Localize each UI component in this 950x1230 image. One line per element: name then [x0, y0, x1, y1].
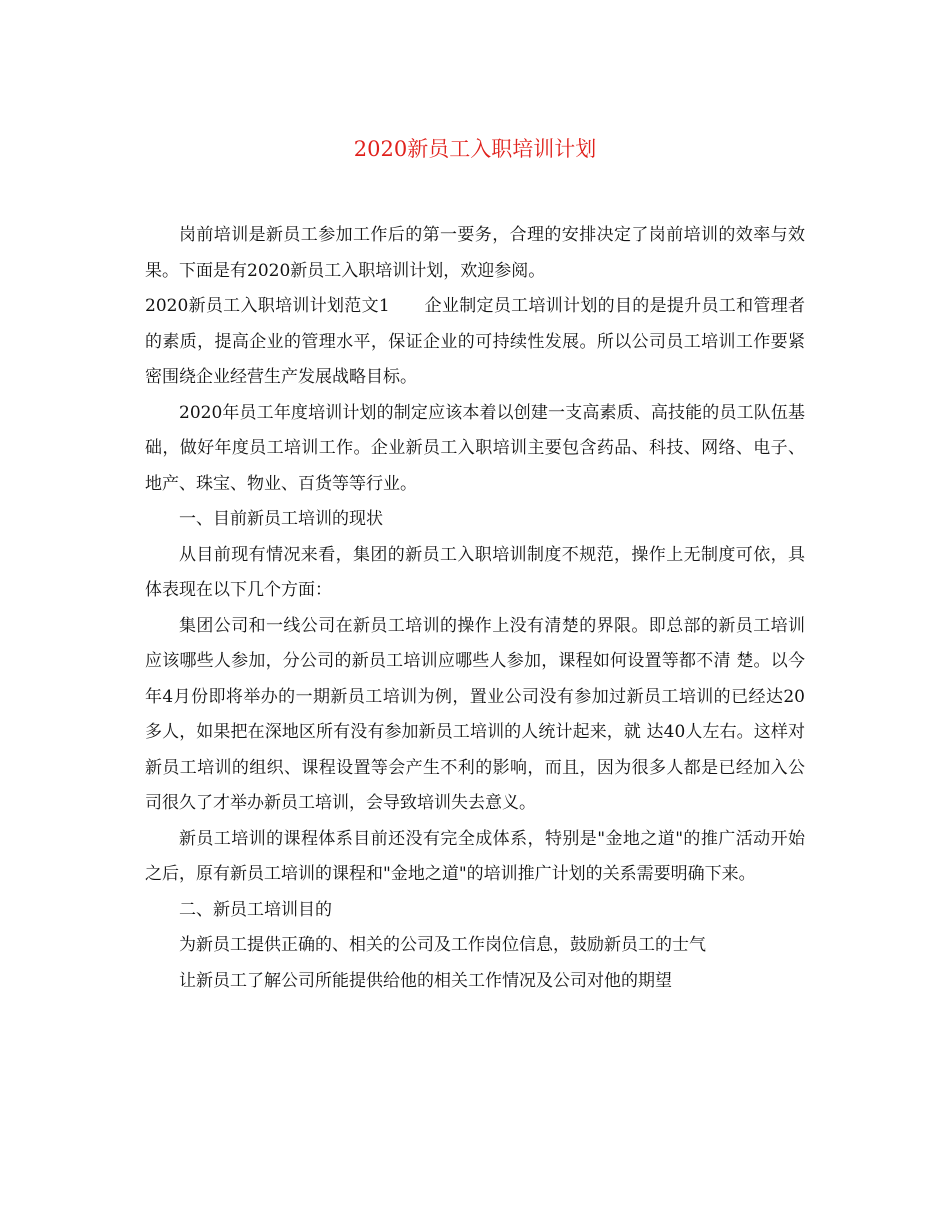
paragraph: 岗前培训是新员工参加工作后的第一要务，合理的安排决定了岗前培训的效率与效果。下面是有2020新员工入职培训计划，欢迎参阅。: [145, 225, 805, 281]
paragraph: 二、新员工培训目的: [179, 899, 332, 920]
paragraph: 从目前现有情况来看，集团的新员工入职培训制度不规范，操作上无制度可依，具体表现在以下几个方面：: [145, 544, 805, 600]
document-body: [145, 218, 805, 999]
paragraph: 让新员工了解公司所能提供给他的相关工作情况及公司对他的期望: [179, 970, 672, 991]
paragraph: 2020年员工年度培训计划的制定应该本着以创建一支高素质、高技能的员工队伍基础，做好年度员工培训工作。企业新员工入职培训主要包含药品、科技、网络、电子、地产、珠宝、物业、百货等等行业。: [145, 402, 805, 494]
paragraph: 一、目前新员工培训的现状: [179, 509, 383, 529]
paragraph: 集团公司和一线公司在新员工培训的操作上没有清楚的界限。即总部的新员工培训应该哪些人参加，分公司的新员工培训应哪些人参加，课程如何设置等都不清 楚。以今年4月份即将举办的一期新员工培训为例，置业公司没有参加过新员工培训的已经达20多人，如果把在深地区所有没有参加新员工培训的人统计起来，就 达40人左右。这样对新员工培训的组织、课程设置等会产生不利的影响，而且，因为很多人都是已经加入公司很久了才举办新员工培训，会导致培训失去意义。: [145, 615, 805, 813]
document-title: 2020新员工入职培训计划: [353, 137, 597, 161]
paragraph: 新员工培训的课程体系目前还没有完全成体系，特别是"金地之道"的推广活动开始之后，原有新员工培训的课程和"金地之道"的培训推广计划的关系需要明确下来。: [145, 828, 805, 884]
paragraph: 2020新员工入职培训计划范文1 企业制定员工培训计划的目的是提升员工和管理者的素质，提高企业的管理水平，保证企业的可持续性发展。所以公司员工培训工作要紧密围绕企业经营生产发展战略目标。: [145, 296, 805, 387]
paragraph: 为新员工提供正确的、相关的公司及工作岗位信息，鼓励新员工的士气: [179, 935, 706, 955]
